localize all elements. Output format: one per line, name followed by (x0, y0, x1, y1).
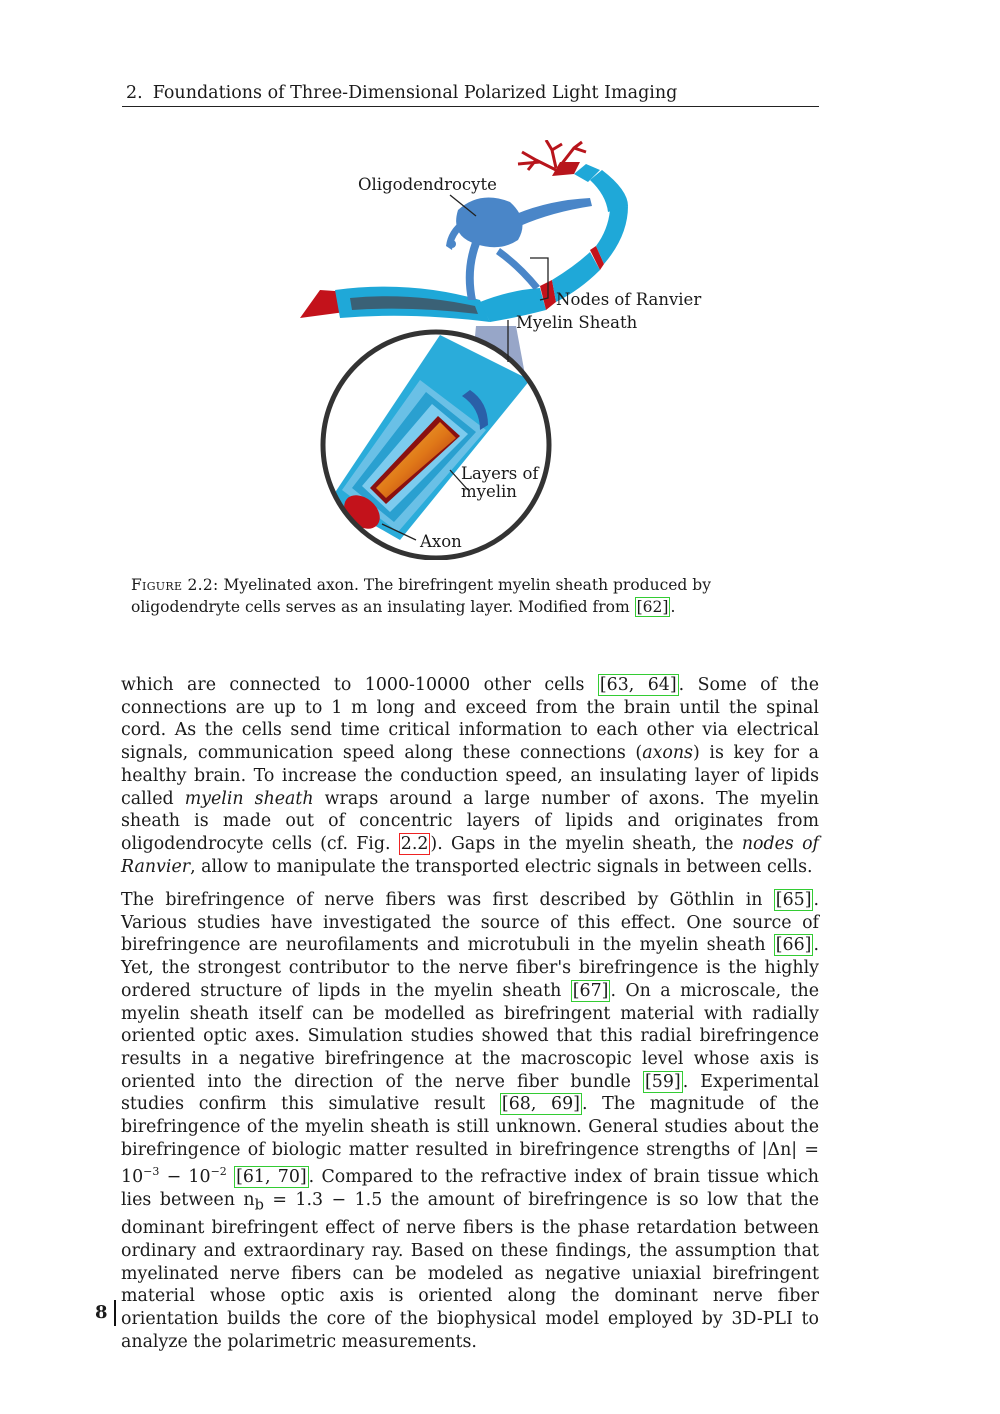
label-myelin-sheath: Myelin Sheath (516, 313, 638, 332)
axon-illustration (290, 140, 730, 560)
label-layers-of-myelin-line1: Layers of (461, 464, 539, 483)
label-layers-of-myelin-line2: myelin (461, 482, 517, 501)
myelin-segment (596, 206, 628, 264)
citation-link[interactable]: [66] (775, 935, 812, 956)
citation-link[interactable]: [68, 69] (501, 1094, 580, 1115)
paragraph-1: which are connected to 1000-10000 other cells [63, 64] . Some of the connections are up to 1 m long and exceed from the brain until the spinal cord. As the cells send time critical information to each other via electrical signals, communication speed along these connections (axons) is key for a healthy brain. To increase the conduction speed, an insulating layer of lipids called myelin sheath wraps around a large number of axons. The myelin sheath is made out of concentric layers of lipids and originates from oligodendrocyte cells (cf. Fig. 2.2 ). Gaps in the myelin sheath, the nodes of Ranvier, allow to manipulate the transported electric signals in between cells. (121, 675, 820, 877)
citation-link[interactable]: [61, 70] (236, 1167, 307, 1188)
citation-link[interactable]: [59] (645, 1071, 681, 1092)
figure-caption: Figure 2.2: Myelinated axon. The birefringent myelin sheath produced by oligodendryte cells serves as an insulating layer. Modified from [62] . (131, 576, 711, 616)
label-nodes-of-ranvier: Nodes of Ranvier (556, 290, 702, 309)
caption-label: Figure 2.2: (131, 576, 219, 594)
running-header (122, 82, 819, 107)
figure-reference-link[interactable]: 2.2 (400, 833, 429, 854)
caption-text: Myelinated axon. The birefringent myelin sheath produced by oligodendryte cells serves as an insulating layer. Modified from (131, 576, 711, 616)
page-number: 8 (95, 1300, 116, 1326)
myelinated-axon-figure (290, 140, 730, 560)
citation-link[interactable]: [63, 64] (599, 675, 677, 695)
citation-link[interactable]: [67] (572, 980, 609, 1001)
label-axon: Axon (420, 532, 462, 551)
paragraph-2: The birefringence of nerve fibers was first described by Göthlin in [65] . Various studies have investigated the source of this effect. One source of birefringence are neurofilaments and microtubuli in the myelin sheath [66] . Yet, the strongest contributor to the nerve fiber's birefringence is the highly ordered structure of lipds in the myelin sheath [67] . On a microscale, the myelin sheath itself can be modelled as birefringent material with radially oriented optic axes. Simulation studies showed that this radial birefringence results in a negative birefringence at the macroscopic level whose axis is oriented into the direction of the nerve fiber bundle [59] . Experimental studies confirm this simulative result [68, 69] . The magnitude of the birefringence of the myelin sheath is still unknown. General studies about the birefringence of biologic matter resulted in birefringence strengths of $|\Delta n| = 10^{-3} - 10^{-2}$ [61, 70] . Compared to the refractive index of brain tissue which lies between $n_b = 1.3 - 1.5$ the amount of birefringence is so low that the dominant birefringent effect of nerve fibers is the phase retardation between ordinary and extraordinary ray. Based on these findings, the assumption that myelinated nerve fibers can be modeled as negative uniaxial birefringent material whose optic axis is oriented along the dominant nerve fiber orientation builds the core of the biophysical model employed by 3D-PLI to analyze the polarimetric measurements. (121, 890, 820, 1352)
citation-link[interactable]: [62] (636, 597, 669, 616)
chapter-title: Foundations of Three-Dimensional Polarized Light Imaging (152, 83, 678, 103)
myelin-segment (590, 170, 628, 212)
label-oligodendrocyte: Oligodendrocyte (358, 175, 497, 194)
citation-link[interactable]: [65] (775, 890, 812, 910)
chapter-number: 2. (126, 83, 143, 103)
